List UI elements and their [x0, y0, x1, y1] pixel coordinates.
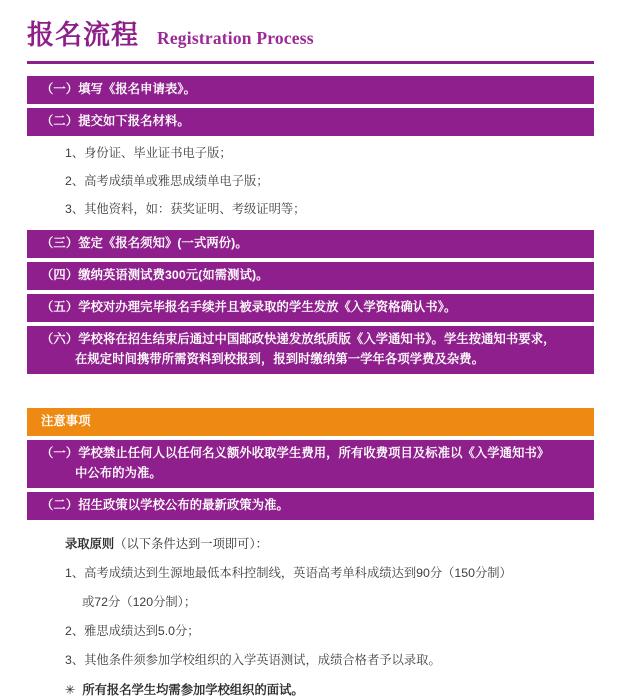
notice-heading-bar: [27, 408, 594, 436]
page-header: [0, 0, 621, 49]
admission-criteria-block: [27, 536, 594, 699]
criteria-item: 1、高考成绩达到生源地最低本科控制线，英语高考单科成绩达到90分（150分制）: [65, 565, 512, 580]
criteria-item-continued: 或72分（120分制）；: [82, 594, 197, 609]
process-steps-group-one: [27, 76, 594, 136]
process-step-text: （一）填写《报名申请表》。: [41, 82, 197, 96]
criteria-item: 3、其他条件须参加学校组织的入学英语测试，成绩合格者予以录取。: [65, 653, 441, 668]
header-divider: [27, 61, 594, 64]
process-step-text: （六）学校将在招生结束后通过中国邮政快递发放纸质版《入学通知书》。学生按通知书要求，: [41, 332, 556, 347]
process-step-bar: [27, 262, 594, 290]
criteria-title-bold: 录取原则: [65, 536, 115, 551]
criteria-item: 2、雅思成绩达到5.0分；: [65, 624, 200, 639]
criteria-title: [65, 536, 594, 553]
process-step-text: （三）签定《报名须知》(一式两份)。: [41, 236, 248, 251]
notice-item-text: （一）学校禁止任何人以任何名义额外收取学生费用，所有收费项目及标准以《入学通知书》: [41, 445, 550, 460]
process-step-text: （二）提交如下报名材料。: [41, 113, 190, 128]
list-item: 1、身份证、毕业证书电子版；: [65, 145, 232, 160]
section-spacer: [0, 378, 621, 396]
notice-item-text-continued: 中公布的为准。: [75, 465, 162, 480]
process-step-bar: [27, 326, 594, 374]
process-step-bar: [27, 230, 594, 258]
materials-list: [27, 145, 594, 219]
notice-item-text: （二）招生政策以学校公布的最新政策为准。: [41, 497, 289, 512]
list-item: 2、高考成绩单或雅思成绩单电子版；: [65, 174, 269, 189]
notice-heading-text: 注意事项: [41, 413, 91, 428]
process-step-text: （五）学校对办理完毕报名手续并且被录取的学生发放《入学资格确认书》。: [41, 300, 457, 315]
star-icon: ✳: [65, 682, 76, 697]
process-step-text: （四）缴纳英语测试费300元(如需测试)。: [41, 268, 269, 283]
process-step-text-continued: 在规定时间携带所需资料到校报到，报到时缴纳第一学年各项学费及杂费。: [75, 352, 485, 367]
criteria-title-rest: （以下条件达到一项即可）：: [114, 536, 268, 551]
page-title-english: Registration Process: [157, 28, 314, 48]
page-title-chinese: 报名流程: [27, 20, 139, 50]
notice-item-bar: [27, 440, 594, 488]
process-steps-group-two: [27, 230, 594, 374]
process-step-bar: [27, 76, 594, 104]
notice-item-bar: [27, 492, 594, 520]
notice-section: [27, 408, 594, 520]
process-step-bar: [27, 294, 594, 322]
criteria-footnote: [65, 682, 594, 699]
process-step-bar: [27, 108, 594, 136]
list-item: 3、其他资料，如：获奖证明、考级证明等；: [65, 202, 306, 217]
criteria-footnote-text: 所有报名学生均需参加学校组织的面试。: [82, 682, 304, 697]
